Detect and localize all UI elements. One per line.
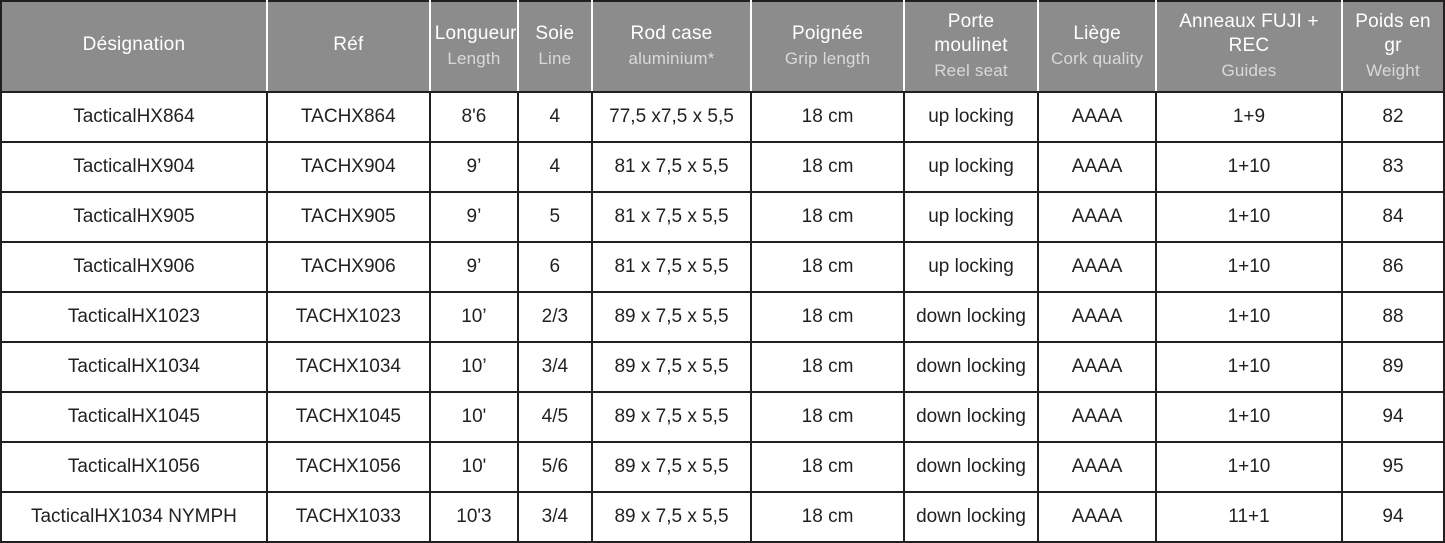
cell-length: 9’	[430, 192, 518, 242]
cell-cork-quality: AAAA	[1038, 242, 1156, 292]
cell-guides: 1+10	[1156, 192, 1342, 242]
column-header-guides	[1156, 1, 1342, 92]
table-row	[1, 442, 1444, 492]
cell-designation: TacticalHX1056	[1, 442, 267, 492]
table-row	[1, 292, 1444, 342]
cell-designation: TacticalHX1045	[1, 392, 267, 442]
cell-rod-case: 81 x 7,5 x 5,5	[592, 242, 752, 292]
column-header-label-en: aluminium*	[628, 48, 715, 68]
cell-guides: 1+10	[1156, 292, 1342, 342]
cell-reference: TACHX1034	[267, 342, 430, 392]
cell-rod-case: 89 x 7,5 x 5,5	[592, 292, 752, 342]
column-header-label-en: Guides	[1221, 60, 1277, 80]
cell-designation: TacticalHX1023	[1, 292, 267, 342]
cell-designation: TacticalHX905	[1, 192, 267, 242]
cell-reel-seat: down locking	[904, 392, 1039, 442]
cell-rod-case: 89 x 7,5 x 5,5	[592, 492, 752, 542]
table-row	[1, 192, 1444, 242]
cell-guides: 11+1	[1156, 492, 1342, 542]
cell-reference: TACHX864	[267, 92, 430, 142]
cell-length: 9’	[430, 242, 518, 292]
cell-reference: TACHX905	[267, 192, 430, 242]
cell-length: 8'6	[430, 92, 518, 142]
cell-weight: 83	[1342, 142, 1444, 192]
cell-guides: 1+10	[1156, 242, 1342, 292]
cell-reference: TACHX1056	[267, 442, 430, 492]
cell-grip-length: 18 cm	[751, 192, 903, 242]
cell-grip-length: 18 cm	[751, 492, 903, 542]
cell-weight: 94	[1342, 492, 1444, 542]
column-header-label-en: Grip length	[784, 48, 871, 68]
cell-grip-length: 18 cm	[751, 442, 903, 492]
cell-line: 4	[518, 142, 592, 192]
table-row	[1, 342, 1444, 392]
cell-line: 3/4	[518, 342, 592, 392]
cell-weight: 89	[1342, 342, 1444, 392]
cell-reel-seat: down locking	[904, 492, 1039, 542]
column-header-label-fr: Poids en gr	[1355, 11, 1431, 56]
cell-grip-length: 18 cm	[751, 292, 903, 342]
column-header-length	[430, 1, 518, 92]
column-header-line	[518, 1, 592, 92]
column-header-designation	[1, 1, 267, 92]
column-header-cork-quality	[1038, 1, 1156, 92]
cell-reel-seat: up locking	[904, 142, 1039, 192]
table-body	[1, 92, 1444, 542]
column-header-label-fr: Désignation	[82, 33, 186, 55]
table-row	[1, 242, 1444, 292]
cell-cork-quality: AAAA	[1038, 492, 1156, 542]
cell-reel-seat: up locking	[904, 242, 1039, 292]
column-header-grip-length	[751, 1, 903, 92]
cell-weight: 82	[1342, 92, 1444, 142]
cell-cork-quality: AAAA	[1038, 342, 1156, 392]
column-header-label-fr: Liège	[1073, 22, 1121, 44]
column-header-label-en: Line	[538, 48, 572, 68]
cell-rod-case: 77,5 x7,5 x 5,5	[592, 92, 752, 142]
column-header-reference	[267, 1, 430, 92]
cell-designation: TacticalHX904	[1, 142, 267, 192]
column-header-label-fr: Réf	[333, 33, 364, 55]
cell-grip-length: 18 cm	[751, 142, 903, 192]
table-row	[1, 92, 1444, 142]
column-header-rod-case	[592, 1, 752, 92]
cell-cork-quality: AAAA	[1038, 142, 1156, 192]
cell-reference: TACHX1023	[267, 292, 430, 342]
cell-line: 2/3	[518, 292, 592, 342]
column-header-label-fr: Porte moulinet	[934, 11, 1008, 56]
cell-designation: TacticalHX1034 NYMPH	[1, 492, 267, 542]
column-header-weight	[1342, 1, 1444, 92]
cell-reference: TACHX1045	[267, 392, 430, 442]
cell-reel-seat: down locking	[904, 442, 1039, 492]
column-header-label-fr: Anneaux FUJI + REC	[1179, 11, 1319, 56]
cell-designation: TacticalHX864	[1, 92, 267, 142]
cell-reel-seat: up locking	[904, 92, 1039, 142]
table-row	[1, 492, 1444, 542]
cell-weight: 95	[1342, 442, 1444, 492]
cell-length: 10’	[430, 342, 518, 392]
cell-line: 4	[518, 92, 592, 142]
cell-guides: 1+10	[1156, 142, 1342, 192]
table-row	[1, 142, 1444, 192]
cell-cork-quality: AAAA	[1038, 192, 1156, 242]
cell-line: 6	[518, 242, 592, 292]
cell-length: 10'	[430, 392, 518, 442]
cell-length: 10’	[430, 292, 518, 342]
cell-line: 5	[518, 192, 592, 242]
cell-length: 10'3	[430, 492, 518, 542]
column-header-reel-seat	[904, 1, 1039, 92]
column-header-label-en: Length	[447, 48, 501, 68]
cell-rod-case: 89 x 7,5 x 5,5	[592, 392, 752, 442]
table-header-row	[1, 1, 1444, 92]
cell-reel-seat: down locking	[904, 342, 1039, 392]
cell-line: 4/5	[518, 392, 592, 442]
cell-rod-case: 89 x 7,5 x 5,5	[592, 442, 752, 492]
cell-grip-length: 18 cm	[751, 92, 903, 142]
cell-length: 9’	[430, 142, 518, 192]
cell-grip-length: 18 cm	[751, 342, 903, 392]
column-header-label-fr: Poignée	[791, 22, 864, 44]
cell-line: 5/6	[518, 442, 592, 492]
cell-line: 3/4	[518, 492, 592, 542]
column-header-label-fr: Rod case	[630, 22, 713, 44]
column-header-label-en: Reel seat	[934, 60, 1008, 80]
cell-guides: 1+10	[1156, 342, 1342, 392]
cell-reel-seat: down locking	[904, 292, 1039, 342]
cell-reference: TACHX1033	[267, 492, 430, 542]
cell-guides: 1+9	[1156, 92, 1342, 142]
cell-guides: 1+10	[1156, 442, 1342, 492]
column-header-label-en: Weight	[1366, 60, 1420, 80]
cell-rod-case: 89 x 7,5 x 5,5	[592, 342, 752, 392]
cell-weight: 94	[1342, 392, 1444, 442]
cell-length: 10'	[430, 442, 518, 492]
cell-grip-length: 18 cm	[751, 392, 903, 442]
cell-rod-case: 81 x 7,5 x 5,5	[592, 192, 752, 242]
cell-grip-length: 18 cm	[751, 242, 903, 292]
cell-cork-quality: AAAA	[1038, 442, 1156, 492]
cell-guides: 1+10	[1156, 392, 1342, 442]
cell-weight: 86	[1342, 242, 1444, 292]
cell-weight: 84	[1342, 192, 1444, 242]
column-header-label-en: Cork quality	[1051, 48, 1144, 68]
column-header-label-fr: Soie	[535, 22, 575, 44]
cell-reference: TACHX904	[267, 142, 430, 192]
cell-cork-quality: AAAA	[1038, 92, 1156, 142]
cell-reference: TACHX906	[267, 242, 430, 292]
cell-rod-case: 81 x 7,5 x 5,5	[592, 142, 752, 192]
cell-cork-quality: AAAA	[1038, 292, 1156, 342]
cell-designation: TacticalHX1034	[1, 342, 267, 392]
cell-reel-seat: up locking	[904, 192, 1039, 242]
column-header-label-fr: Longueur	[434, 22, 517, 44]
table-header	[1, 1, 1444, 92]
cell-designation: TacticalHX906	[1, 242, 267, 292]
cell-cork-quality: AAAA	[1038, 392, 1156, 442]
table-row	[1, 392, 1444, 442]
cell-weight: 88	[1342, 292, 1444, 342]
